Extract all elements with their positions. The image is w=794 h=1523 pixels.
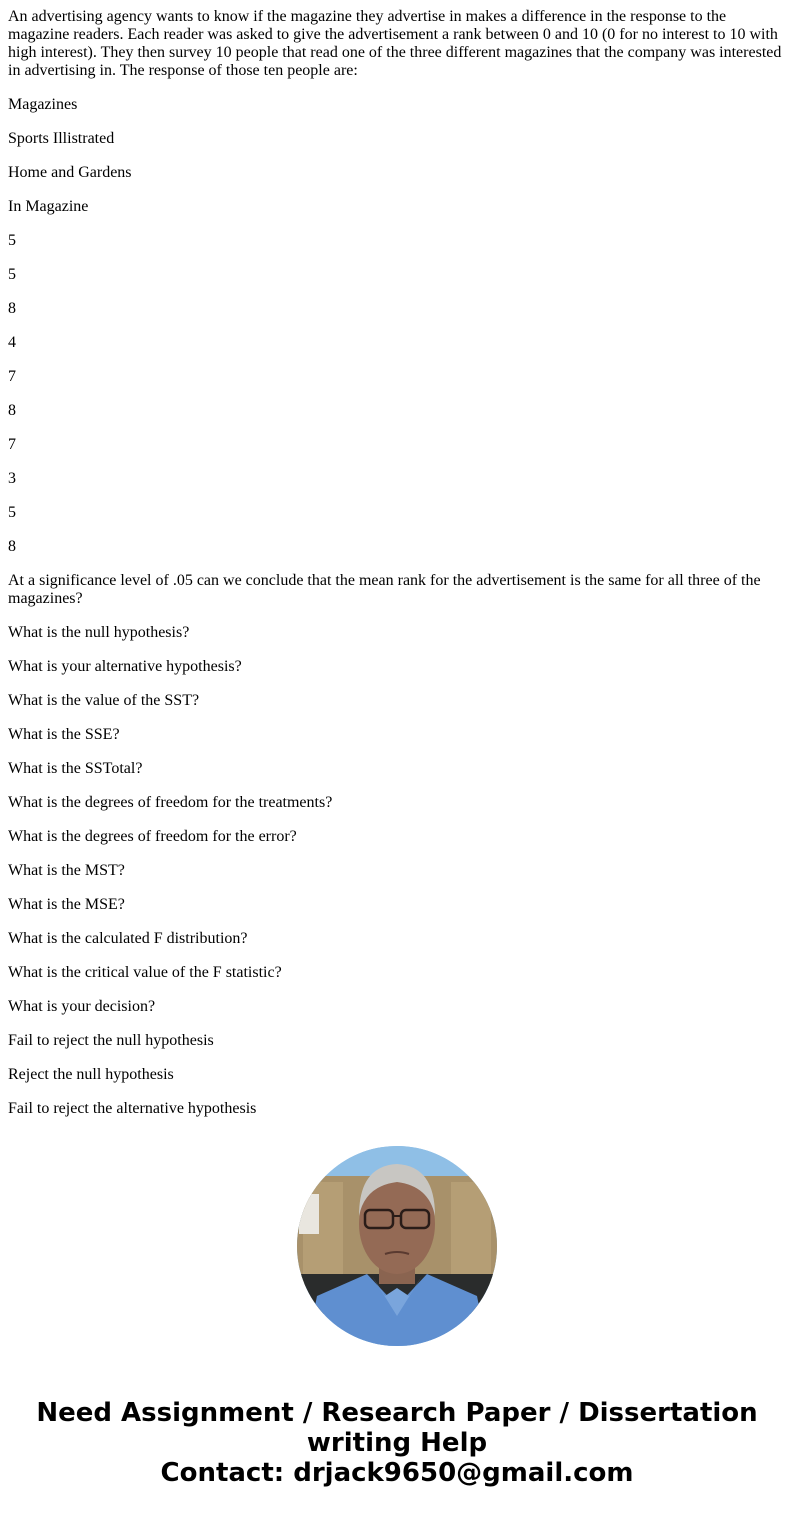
sub-question: What is your alternative hypothesis? [8, 658, 242, 675]
sub-question: What is the value of the SST? [8, 692, 200, 709]
magazine-name: Home and Gardens [8, 164, 132, 181]
response-value: 5 [8, 504, 16, 521]
question-prompt: At a significance level of .05 can we conclude that the mean rank for the advertisement is the same for all three of the magazines? [8, 572, 761, 607]
decision-option: Reject the null hypothesis [8, 1066, 174, 1083]
response-value: 5 [8, 266, 16, 283]
response-value: 5 [8, 232, 16, 249]
response-value: 8 [8, 300, 16, 317]
sub-question: What is the critical value of the F statistic? [8, 964, 282, 981]
table-header: Magazines [8, 96, 78, 113]
response-value: 8 [8, 402, 16, 419]
promo-text [0, 1398, 794, 1488]
tutor-photo-icon [297, 1146, 497, 1346]
decision-option: Fail to reject the null hypothesis [8, 1032, 214, 1049]
sub-question: What is the null hypothesis? [8, 624, 190, 641]
response-value: 8 [8, 538, 16, 555]
response-value: 4 [8, 334, 16, 351]
sub-question: What is the degrees of freedom for the treatments? [8, 794, 333, 811]
sub-question: What is the MST? [8, 862, 125, 879]
response-value: 7 [8, 436, 16, 453]
magazine-name: In Magazine [8, 198, 89, 215]
promo-section [0, 1146, 794, 1488]
decision-option: Fail to reject the alternative hypothesis [8, 1100, 257, 1117]
magazine-name: Sports Illistrated [8, 130, 115, 147]
response-value: 7 [8, 368, 16, 385]
promo-contact: Contact: drjack9650@gmail.com [160, 1458, 634, 1488]
sub-question: What is the degrees of freedom for the error? [8, 828, 297, 845]
promo-headline: Need Assignment / Research Paper / Dissertation writing Help [36, 1398, 758, 1458]
sub-question: What is the SSE? [8, 726, 120, 743]
sub-question: What is your decision? [8, 998, 156, 1015]
sub-question: What is the MSE? [8, 896, 125, 913]
sub-question: What is the calculated F distribution? [8, 930, 248, 947]
question-intro: An advertising agency wants to know if the magazine they advertise in makes a difference in the response to the magazine readers. Each reader was asked to give the advertisement a rank between 0 and 10 (0 for no interest to 10 with high interest). They then survey 10 people that read one of the three different magazines that the company was interested in advertising in. The response of those ten people are: [8, 8, 782, 79]
response-value: 3 [8, 470, 16, 487]
sub-question: What is the SSTotal? [8, 760, 143, 777]
avatar [297, 1146, 497, 1346]
